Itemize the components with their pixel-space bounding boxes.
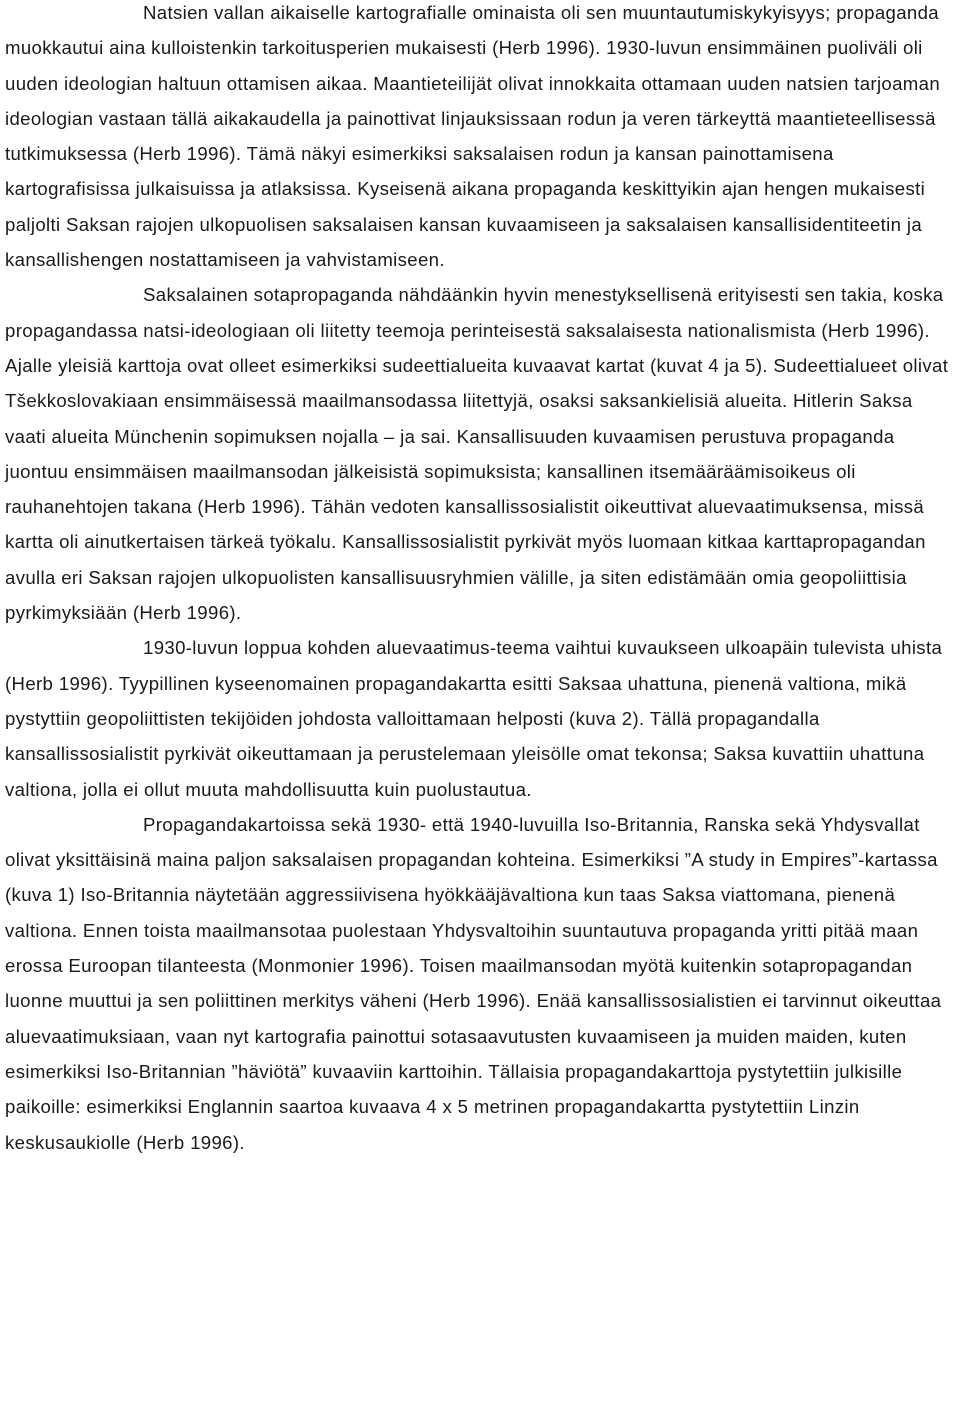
paragraph-3: 1930-luvun loppua kohden aluevaatimus-teema vaihtui kuvaukseen ulkoapäin tulevista uhista (Herb 1996). Tyypillinen kyseenomainen propagandakartta esitti Saksaa uhattuna, pienenä valtiona, mikä pystyttiin geopoliittisten tekijöiden johdosta valloittamaan helposti (kuva 2). Tällä propagandalla kansallissosialistit pyrkivät oikeuttamaan ja perustelemaan yleisölle omat tekonsa; Saksa kuvattiin uhattuna valtiona, jolla ei ollut muuta mahdollisuutta kuin puolustautua. [5,637,943,800]
paragraph-4: Propagandakartoissa sekä 1930- että 1940-luvuilla Iso-Britannia, Ranska sekä Yhdysvallat olivat yksittäisinä maina paljon saksalaisen propagandan kohteina. Esimerkiksi ”A study in Empires”-kartassa (kuva 1) Iso-Britannia näytetään aggressiivisena hyökkääjävaltiona kun taas Saksa viattomana, pienenä valtiona. Ennen toista maailmansotaa puolestaan Yhdysvaltoihin suuntautuva propaganda yritti pitää maan erossa Euroopan tilanteesta (Monmonier 1996). Toisen maailmansodan myötä kuitenkin sotapropagandan luonne muuttui ja sen poliittinen merkitys väheni (Herb 1996). Enää kansallissosialistien ei tarvinnut oikeuttaa aluevaatimuksiaan, vaan nyt kartografia painottui sotasaavutusten kuvaamiseen ja muiden maiden, kuten esimerkiksi Iso-Britannian ”häviötä” kuvaaviin karttoihin. Tällaisia propagandakarttoja pystytettiin julkisille paikoille: esimerkiksi Englannin saartoa kuvaava 4 x 5 metrinen propagandakartta pystytettiin Linzin keskusaukiolle (Herb 1996). [5,813,942,1153]
paragraph-2: Saksalainen sotapropaganda nähdäänkin hyvin menestyksellisenä erityisesti sen takia, koska propagandassa natsi-ideologiaan oli liitetty teemoja perinteisestä saksalaisesta nationalismista (Herb 1996). Ajalle yleisiä karttoja ovat olleet esimerkiksi sudeettialueita kuvaavat kartat (kuvat 4 ja 5). Sudeettialueet olivat Tšekkoslovakiaan ensimmäisessä maailmansodassa liitettyjä, osaksi saksankielisiä alueita. Hitlerin Saksa vaati alueita Münchenin sopimuksen nojalla – ja sai. Kansallisuuden kuvaamisen perustuva propaganda juontuu ensimmäisen maailmansodan jälkeisistä sopimuksista; kansallinen itsemääräämisoikeus oli rauhanehtojen takana (Herb 1996). Tähän vedoten kansallissosialistit oikeuttivat aluevaatimuksensa, missä kartta oli ainutkertaisen tärkeä työkalu. Kansallissosialistit pyrkivät myös luomaan kitkaa karttapropagandan avulla eri Saksan rajojen ulkopuolisten kansallisuusryhmien välille, ja siten edistämään omia geopoliittisia pyrkimyksiään (Herb 1996). [5,284,949,624]
paragraph-1: Natsien vallan aikaiselle kartografialle ominaista oli sen muuntautumiskykyisyys; propaganda muokkautui aina kulloistenkin tarkoitusperien mukaisesti (Herb 1996). 1930-luvun ensimmäinen puoliväli oli uuden ideologian haltuun ottamisen aikaa. Maantieteilijät olivat innokkaita ottamaan uuden natsien tarjoaman ideologian vastaan tällä aikakaudella ja painottivat linjauksissaan rodun ja veren tärkeyttä maantieteellisessä tutkimuksessa (Herb 1996). Tämä näkyi esimerkiksi saksalaisen rodun ja kansan painottamisena kartografisissa julkaisuissa ja atlaksissa. Kyseisenä aikana propaganda keskittyikin ajan hengen mukaisesti paljolti Saksan rajojen ulkopuolisen saksalaisen kansan kuvaamiseen ja saksalaisen kansallisidentiteetin ja kansallishengen nostattamiseen ja vahvistamiseen. [5,2,941,271]
